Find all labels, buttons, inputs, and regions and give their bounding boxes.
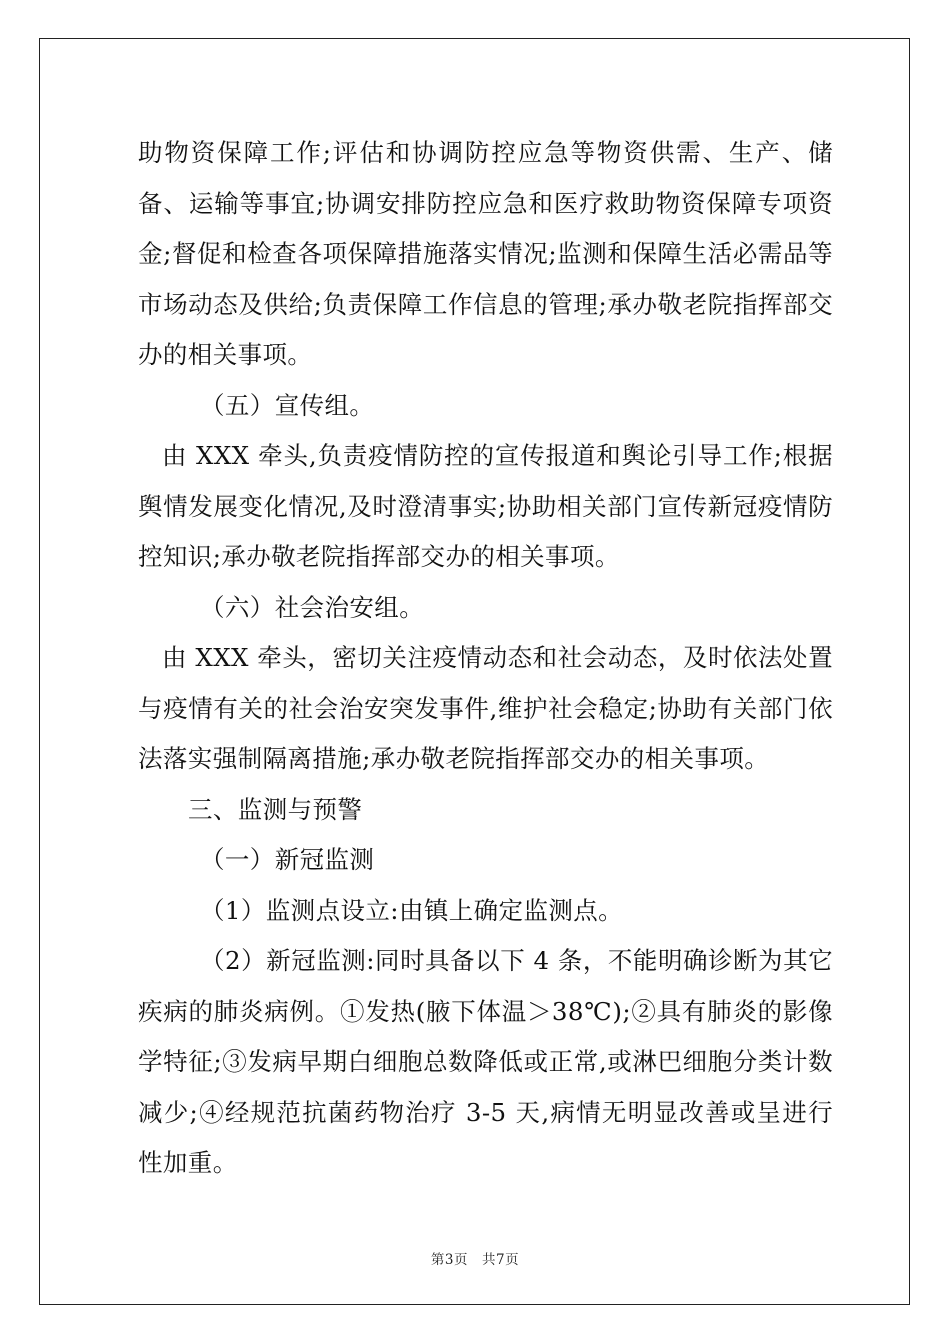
heading-public-security-group: （六）社会治安组。 [200,592,425,622]
heading-covid-monitoring: （一）新冠监测 [200,845,375,874]
heading-publicity-group: （五）宣传组。 [200,390,375,420]
item-monitoring-point: （1）监测点设立:由镇上确定监测点。 [200,895,624,925]
section-heading-monitoring: 三、监测与预警 [188,794,363,824]
page-number-footer: 第3页 共7页 [430,1252,520,1268]
paragraph-materials-support: 助物资保障工作;评估和协调防控应急等物资供需、生产、储备、运输等事宜;协调安排防控应急和医疗救助物资保障专项资金;督促和检查各项保障措施落实情况;监测和保障生活必需品等市场动态及供给;负责保障工作信息的管理;承办敬老院指挥部交办的相关事项。 [138,138,833,369]
paragraph-public-security-group: 由 XXX 牵头，密切关注疫情动态和社会动态，及时依法处置与疫情有关的社会治安突发事件,维护社会稳定;协助有关部门依法落实强制隔离措施;承办敬老院指挥部交办的相关事项。 [138,643,833,773]
paragraph-publicity-group: 由 XXX 牵头,负责疫情防控的宣传报道和舆论引导工作;根据舆情发展变化情况,及时澄清事实;协助相关部门宣传新冠疫情防控知识;承办敬老院指挥部交办的相关事项。 [138,441,833,571]
document-body [138,128,833,1189]
item-monitoring-criteria: （2）新冠监测:同时具备以下 4 条，不能明确诊断为其它疾病的肺炎病例。①发热(腋下体温＞38℃);②具有肺炎的影像学特征;③发病早期白细胞总数降低或正常,或淋巴细胞分类计数减少;④经规范抗菌药物治疗 3-5 天,病情无明显改善或呈进行性加重。 [138,946,833,1177]
